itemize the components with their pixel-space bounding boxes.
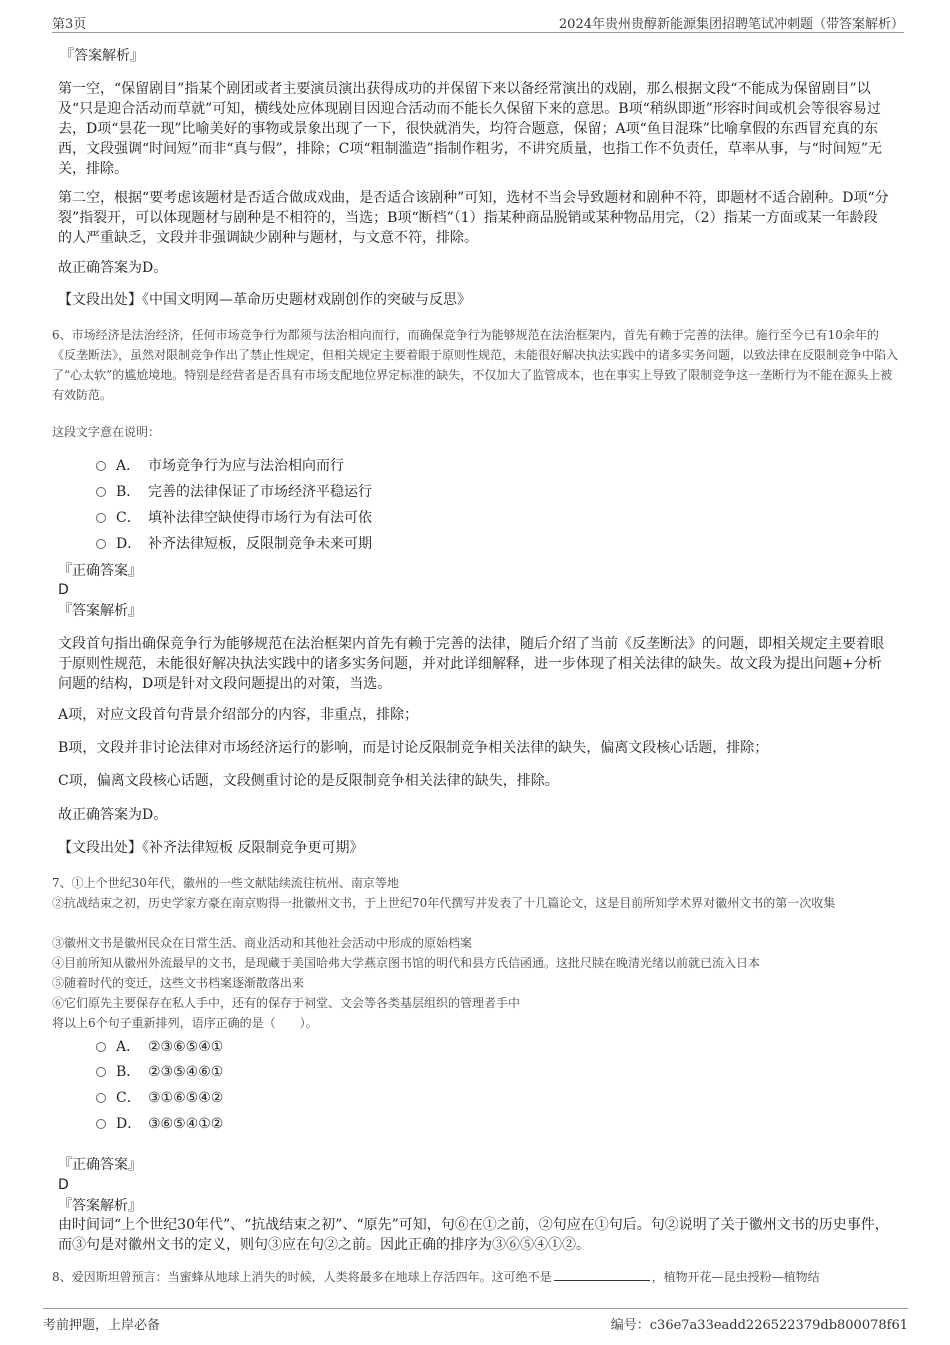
q6-correct-heading: 『正确答案』 (58, 563, 142, 579)
q6-stem: 6、市场经济是法治经济，任何市场竞争行为都须与法治相向而行，而确保竞争行为能够规范在法治框架内，首先有赖于完善的法律。施行至今已有10余年的《反垄断法》，虽然对限制竞争作出了禁止性规定，但相关规定主要着眼于原则性规范，未能很好解决执法实践中的诸多实务问题，以致法律在反限制竞争中陷入了“心太软”的尴尬境地。特别是经营者是否具有市场支配地位界定标准的缺失，不仅加大了监管成本，也在事实上导致了限制竞争这一垄断行为不能在源头上被有效防范。 (52, 328, 899, 402)
q7-sentence-3: ③徽州文书是徽州民众在日常生活、商业活动和其他社会活动中形成的原始档案 (52, 936, 473, 950)
option-label: D． (116, 1116, 142, 1132)
q6-conclusion: 故正确答案为D。 (58, 807, 168, 823)
radio-icon[interactable] (96, 513, 106, 523)
q7-sentence-4: ④目前所知从徽州外流最早的文书，是现藏于美国哈弗大学燕京图书馆的明代和县方氏信函通。这批尺牍在晚清光绪以前就已流入日本 (52, 956, 761, 970)
option-label: A． (116, 458, 141, 474)
q6-analysis-a: A项，对应文段首句背景介绍部分的内容，非重点，排除； (58, 707, 419, 723)
q6-option-a[interactable] (96, 456, 344, 476)
q5-analysis-paragraph-2: 第二空，根据“要考虑该题材是否适合做成戏曲，是否适合该剧种”可知，选材不当会导致题材和剧种不符，即题材不适合剧种。D项“分裂”指裂开，可以体现题材与剧种是不相符的，当选；B项“断档”（1）指某种商品脱销或某种物品用完，（2）指某一方面或某一年龄段的人严重缺乏，文段并非强调缺少剧种与题材，与文意不符，排除。 (58, 190, 889, 246)
q6-option-c[interactable] (96, 508, 372, 528)
q8-stem (52, 1267, 912, 1287)
q7-option-d[interactable] (96, 1114, 223, 1134)
q6-analysis-c: C项，偏离文段核心话题，文段侧重讨论的是反限制竞争相关法律的缺失，排除。 (58, 773, 559, 789)
page-number: 第3页 (52, 17, 87, 32)
q5-conclusion: 故正确答案为D。 (58, 260, 168, 276)
option-text: ③①⑥⑤④② (148, 1090, 224, 1106)
q7-sentence-6: ⑥它们原先主要保存在私人手中，还有的保存于祠堂、文会等各类基层组织的管理者手中 (52, 996, 521, 1010)
q7-option-a[interactable] (96, 1037, 223, 1057)
q5-analysis-heading: 『答案解析』 (60, 48, 144, 64)
option-label: C． (116, 1090, 141, 1106)
option-text: 补齐法律短板，反限制竞争未来可期 (148, 536, 372, 552)
option-text: 填补法律空缺使得市场行为有法可依 (148, 510, 372, 526)
document-title: 2024年贵州贵醇新能源集团招聘笔试冲刺题（带答案解析） (558, 17, 904, 32)
page-header (52, 10, 904, 33)
q8-stem-start: 8、爱因斯坦曾预言：当蜜蜂从地球上消失的时候，人类将最多在地球上存活四年。这可绝不是 (52, 1270, 552, 1284)
document-code: 编号：c36e7a33eadd226522379db800078f61 (610, 1318, 908, 1333)
q6-analysis-paragraph: 文段首句指出确保竞争行为能够规范在法治框架内首先有赖于完善的法律，随后介绍了当前《反垄断法》的问题，即相关规定主要着眼于原则性规范，未能很好解决执法实践中的诸多实务问题，并对此详细解释，进一步体现了相关法律的缺失。故文段为提出问题+分析问题的结构，D项是针对文段问题提出的对策，当选。 (58, 636, 884, 692)
radio-icon[interactable] (96, 539, 106, 549)
q6-analysis-heading: 『答案解析』 (58, 603, 142, 619)
q6-option-b[interactable] (96, 482, 372, 502)
radio-icon[interactable] (96, 1042, 106, 1052)
radio-icon[interactable] (96, 487, 106, 497)
q7-option-c[interactable] (96, 1088, 223, 1108)
option-label: D． (116, 536, 142, 552)
option-text: 完善的法律保证了市场经济平稳运行 (148, 484, 372, 500)
radio-icon[interactable] (96, 1093, 106, 1103)
page-footer (43, 1308, 908, 1331)
q7-analysis-heading: 『答案解析』 (58, 1198, 142, 1214)
q7-correct-answer: D (58, 1177, 69, 1193)
q7-correct-heading: 『正确答案』 (58, 1157, 142, 1173)
footer-slogan: 考前押题，上岸必备 (43, 1318, 161, 1333)
q7-sentence-1: 7、①上个世纪30年代，徽州的一些文献陆续流往杭州、南京等地 (52, 876, 399, 890)
q7-ask: 将以上6个句子重新排列，语序正确的是（ ）。 (52, 1016, 318, 1030)
q6-option-d[interactable] (96, 534, 372, 554)
q6-correct-answer: D (58, 582, 69, 598)
q6-source: 【文段出处】《补齐法律短板 反限制竞争更可期》 (58, 840, 364, 856)
q8-blank (554, 1268, 650, 1281)
radio-icon[interactable] (96, 1119, 106, 1129)
option-text: ②③⑤④⑥① (148, 1064, 224, 1080)
q6-ask: 这段文字意在说明： (52, 425, 161, 439)
q7-analysis-paragraph: 由时间词“上个世纪30年代”、“抗战结束之初”、“原先”可知，句⑥在①之前，②句应在①句后。句②说明了关于徽州文书的历史事件，而③句是对徽州文书的定义，则句③应在句②之前。因此正确的排序为③⑥⑤④①②。 (58, 1217, 889, 1253)
radio-icon[interactable] (96, 461, 106, 471)
option-text: 市场竞争行为应与法治相向而行 (148, 458, 344, 474)
option-label: B． (116, 484, 141, 500)
q7-sentence-2: ②抗战结束之初，历史学家方豪在南京购得一批徽州文书，于上世纪70年代撰写并发表了十几篇论文，这是目前所知学术界对徽州文书的第一次收集 (52, 896, 836, 910)
option-label: B． (116, 1064, 141, 1080)
option-text: ③⑥⑤④①② (148, 1116, 224, 1132)
q5-source: 【文段出处】《中国文明网—革命历史题材戏剧创作的突破与反思》 (58, 292, 471, 308)
q6-analysis-b: B项，文段并非讨论法律对市场经济运行的影响，而是讨论反限制竞争相关法律的缺失，偏离文段核心话题，排除； (58, 740, 769, 756)
q7-sentence-5: ⑤随着时代的变迁，这些文书档案逐渐散落出来 (52, 976, 305, 990)
q8-stem-continued: ，植物开花—昆虫授粉—植物结 (651, 1270, 820, 1284)
q7-option-b[interactable] (96, 1062, 223, 1082)
option-label: C． (116, 510, 141, 526)
option-label: A． (116, 1039, 141, 1055)
q5-analysis-paragraph-1: 第一空，“保留剧目”指某个剧团或者主要演员演出获得成功的并保留下来以备经常演出的戏剧，那么根据文段“不能成为保留剧目”以及“只是迎合活动而草就”可知，横线处应体现剧目因迎合活动而不能长久保留下来的意思。B项“稍纵即逝”形容时间或机会等很容易过去，D项“昙花一现”比喻美好的事物或景象出现了一下，很快就消失，均符合题意，保留；A项“鱼目混珠”比喻拿假的东西冒充真的东西，文段强调“时间短”而非“真与假”，排除；C项“粗制滥造”指制作粗劣，不讲究质量，也指工作不负责任，草率从事，与“时间短”无关，排除。 (58, 81, 882, 177)
option-text: ②③⑥⑤④① (148, 1039, 224, 1055)
radio-icon[interactable] (96, 1067, 106, 1077)
